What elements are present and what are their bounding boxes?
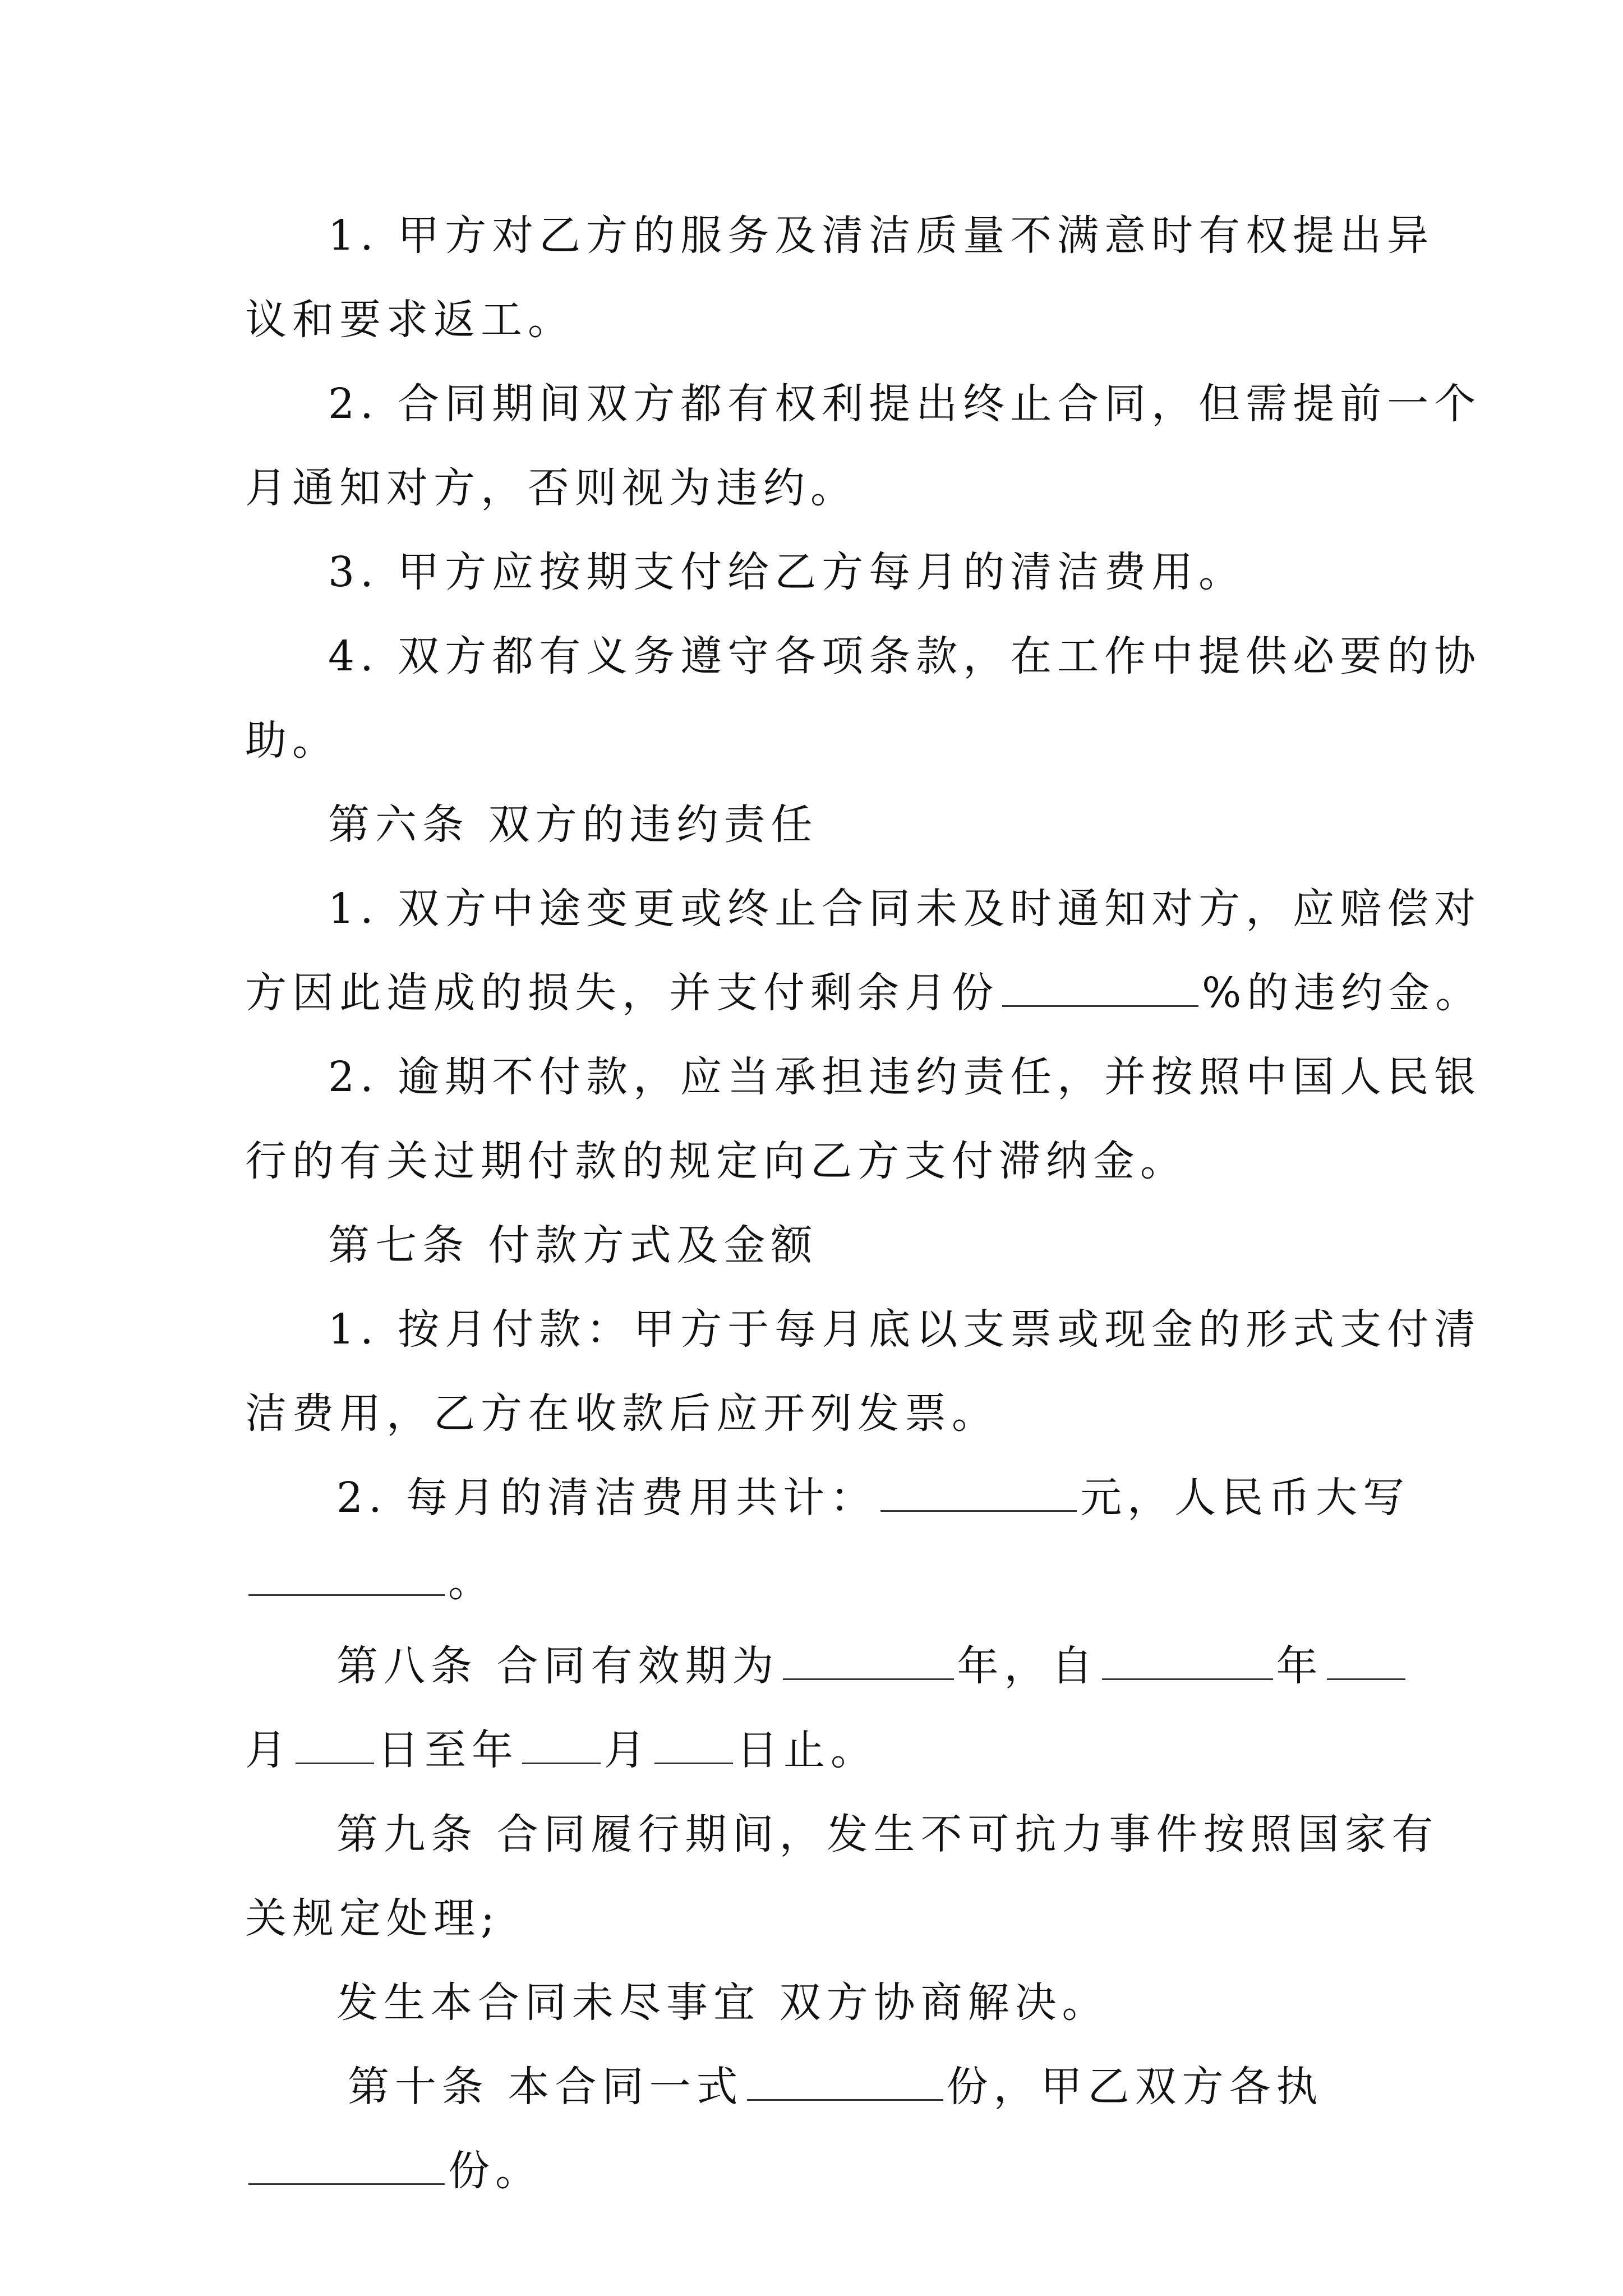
text-segment: 4. 双方都有义务遵守各项条款，在工作中提供必要的协 [328, 632, 1482, 680]
text-segment: 3. 甲方应按期支付给乙方每月的清洁费用。 [328, 548, 1246, 596]
text-segment: 1. 双方中途变更或终止合同未及时通知对方，应赔偿对 [328, 885, 1482, 933]
text-segment: 年 [1276, 1642, 1324, 1690]
clause-7-item-1-line-2 [0, 1380, 1623, 1447]
clause-6-heading [0, 791, 1623, 858]
text-segment: 议和要求返工。 [245, 296, 575, 344]
text-segment: 方因此造成的损失，并支付剩余月份 [245, 969, 999, 1017]
fill-blank-fee-in-words[interactable] [248, 1586, 445, 1596]
text-segment: 2. 合同期间双方都有权利提出终止合同，但需提前一个 [328, 380, 1482, 428]
clause-5-item-3 [0, 539, 1623, 606]
fill-blank-term-years[interactable] [783, 1670, 954, 1680]
clause-7-item-1-line-1 [0, 1296, 1623, 1363]
text-segment: 日止。 [736, 1726, 878, 1774]
clause-5-item-1-line-1 [0, 202, 1623, 269]
clause-5-item-1-line-2 [0, 286, 1623, 353]
clause-5-item-2-line-1 [0, 370, 1623, 438]
clause-9-line-1 [0, 1801, 1623, 1868]
fill-blank-start-month[interactable] [1327, 1670, 1405, 1680]
fill-blank-end-day[interactable] [654, 1754, 733, 1764]
clause-6-item-1-line-2 [0, 959, 1623, 1027]
clause-8-line-2 [0, 1717, 1623, 1784]
text-segment: 年，自 [957, 1642, 1099, 1690]
text-segment: 关规定处理; [245, 1894, 500, 1943]
clause-10-line-1 [0, 2053, 1623, 2120]
clause-5-item-4-line-2 [0, 707, 1623, 774]
clause-6-item-1-line-1 [0, 875, 1623, 942]
text-segment: 月 [245, 1726, 292, 1774]
text-segment: 月通知对方，否则视为违约。 [245, 464, 857, 512]
text-segment: 助。 [245, 716, 339, 765]
clause-9-line-2 [0, 1885, 1623, 1952]
text-segment: 份，甲乙双方各执 [946, 2063, 1324, 2111]
clause-7-item-2-line-2 [0, 1548, 1623, 1616]
fill-blank-copies-each[interactable] [248, 2175, 445, 2185]
text-segment: 行的有关过期付款的规定向乙方支付滞纳金。 [245, 1137, 1187, 1185]
fill-blank-penalty-percent[interactable] [1002, 997, 1198, 1007]
fill-blank-start-day[interactable] [296, 1754, 374, 1764]
clause-7-item-2-line-1 [0, 1464, 1623, 1531]
clause-6-item-2-line-1 [0, 1043, 1623, 1111]
text-segment: 2. 每月的清洁费用共计： [336, 1474, 878, 1522]
clause-6-item-2-line-2 [0, 1128, 1623, 1195]
text-segment: 第八条 合同有效期为 [336, 1642, 780, 1690]
text-segment: 日至年 [377, 1726, 519, 1774]
clause-7-heading [0, 1212, 1623, 1279]
text-segment: 元，人民币大写 [1080, 1474, 1410, 1522]
text-segment: 1. 按月付款：甲方于每月底以支票或现金的形式支付清 [328, 1305, 1482, 1354]
text-segment: 发生本合同未尽事宜 双方协商解决。 [336, 1978, 1109, 2027]
text-segment: 。 [448, 1558, 495, 1606]
text-segment: 份。 [448, 2147, 542, 2195]
fill-blank-start-year[interactable] [1102, 1670, 1273, 1680]
text-segment: 月 [604, 1726, 651, 1774]
clause-5-item-4-line-1 [0, 623, 1623, 690]
fill-blank-monthly-fee[interactable] [880, 1502, 1077, 1512]
clause-5-item-2-line-2 [0, 454, 1623, 522]
text-segment: %的违约金。 [1202, 969, 1483, 1017]
clause-8-line-1 [0, 1632, 1623, 1700]
fill-blank-end-month[interactable] [522, 1754, 601, 1764]
clause-9-line-3 [0, 1969, 1623, 2036]
section-heading: 第七条 付款方式及金额 [328, 1221, 818, 1269]
fill-blank-copies-total[interactable] [747, 2091, 943, 2101]
text-segment: 洁费用，乙方在收款后应开列发票。 [245, 1389, 999, 1438]
text-segment: 2. 逾期不付款，应当承担违约责任，并按照中国人民银 [328, 1053, 1482, 1101]
text-segment: 第十条 本合同一式 [348, 2063, 744, 2111]
section-heading: 第六条 双方的违约责任 [328, 800, 818, 849]
clause-10-line-2 [0, 2137, 1623, 2205]
text-segment: 1. 甲方对乙方的服务及清洁质量不满意时有权提出异 [328, 211, 1435, 260]
text-segment: 第九条 合同履行期间，发生不可抗力事件按照国家有 [336, 1810, 1439, 1858]
